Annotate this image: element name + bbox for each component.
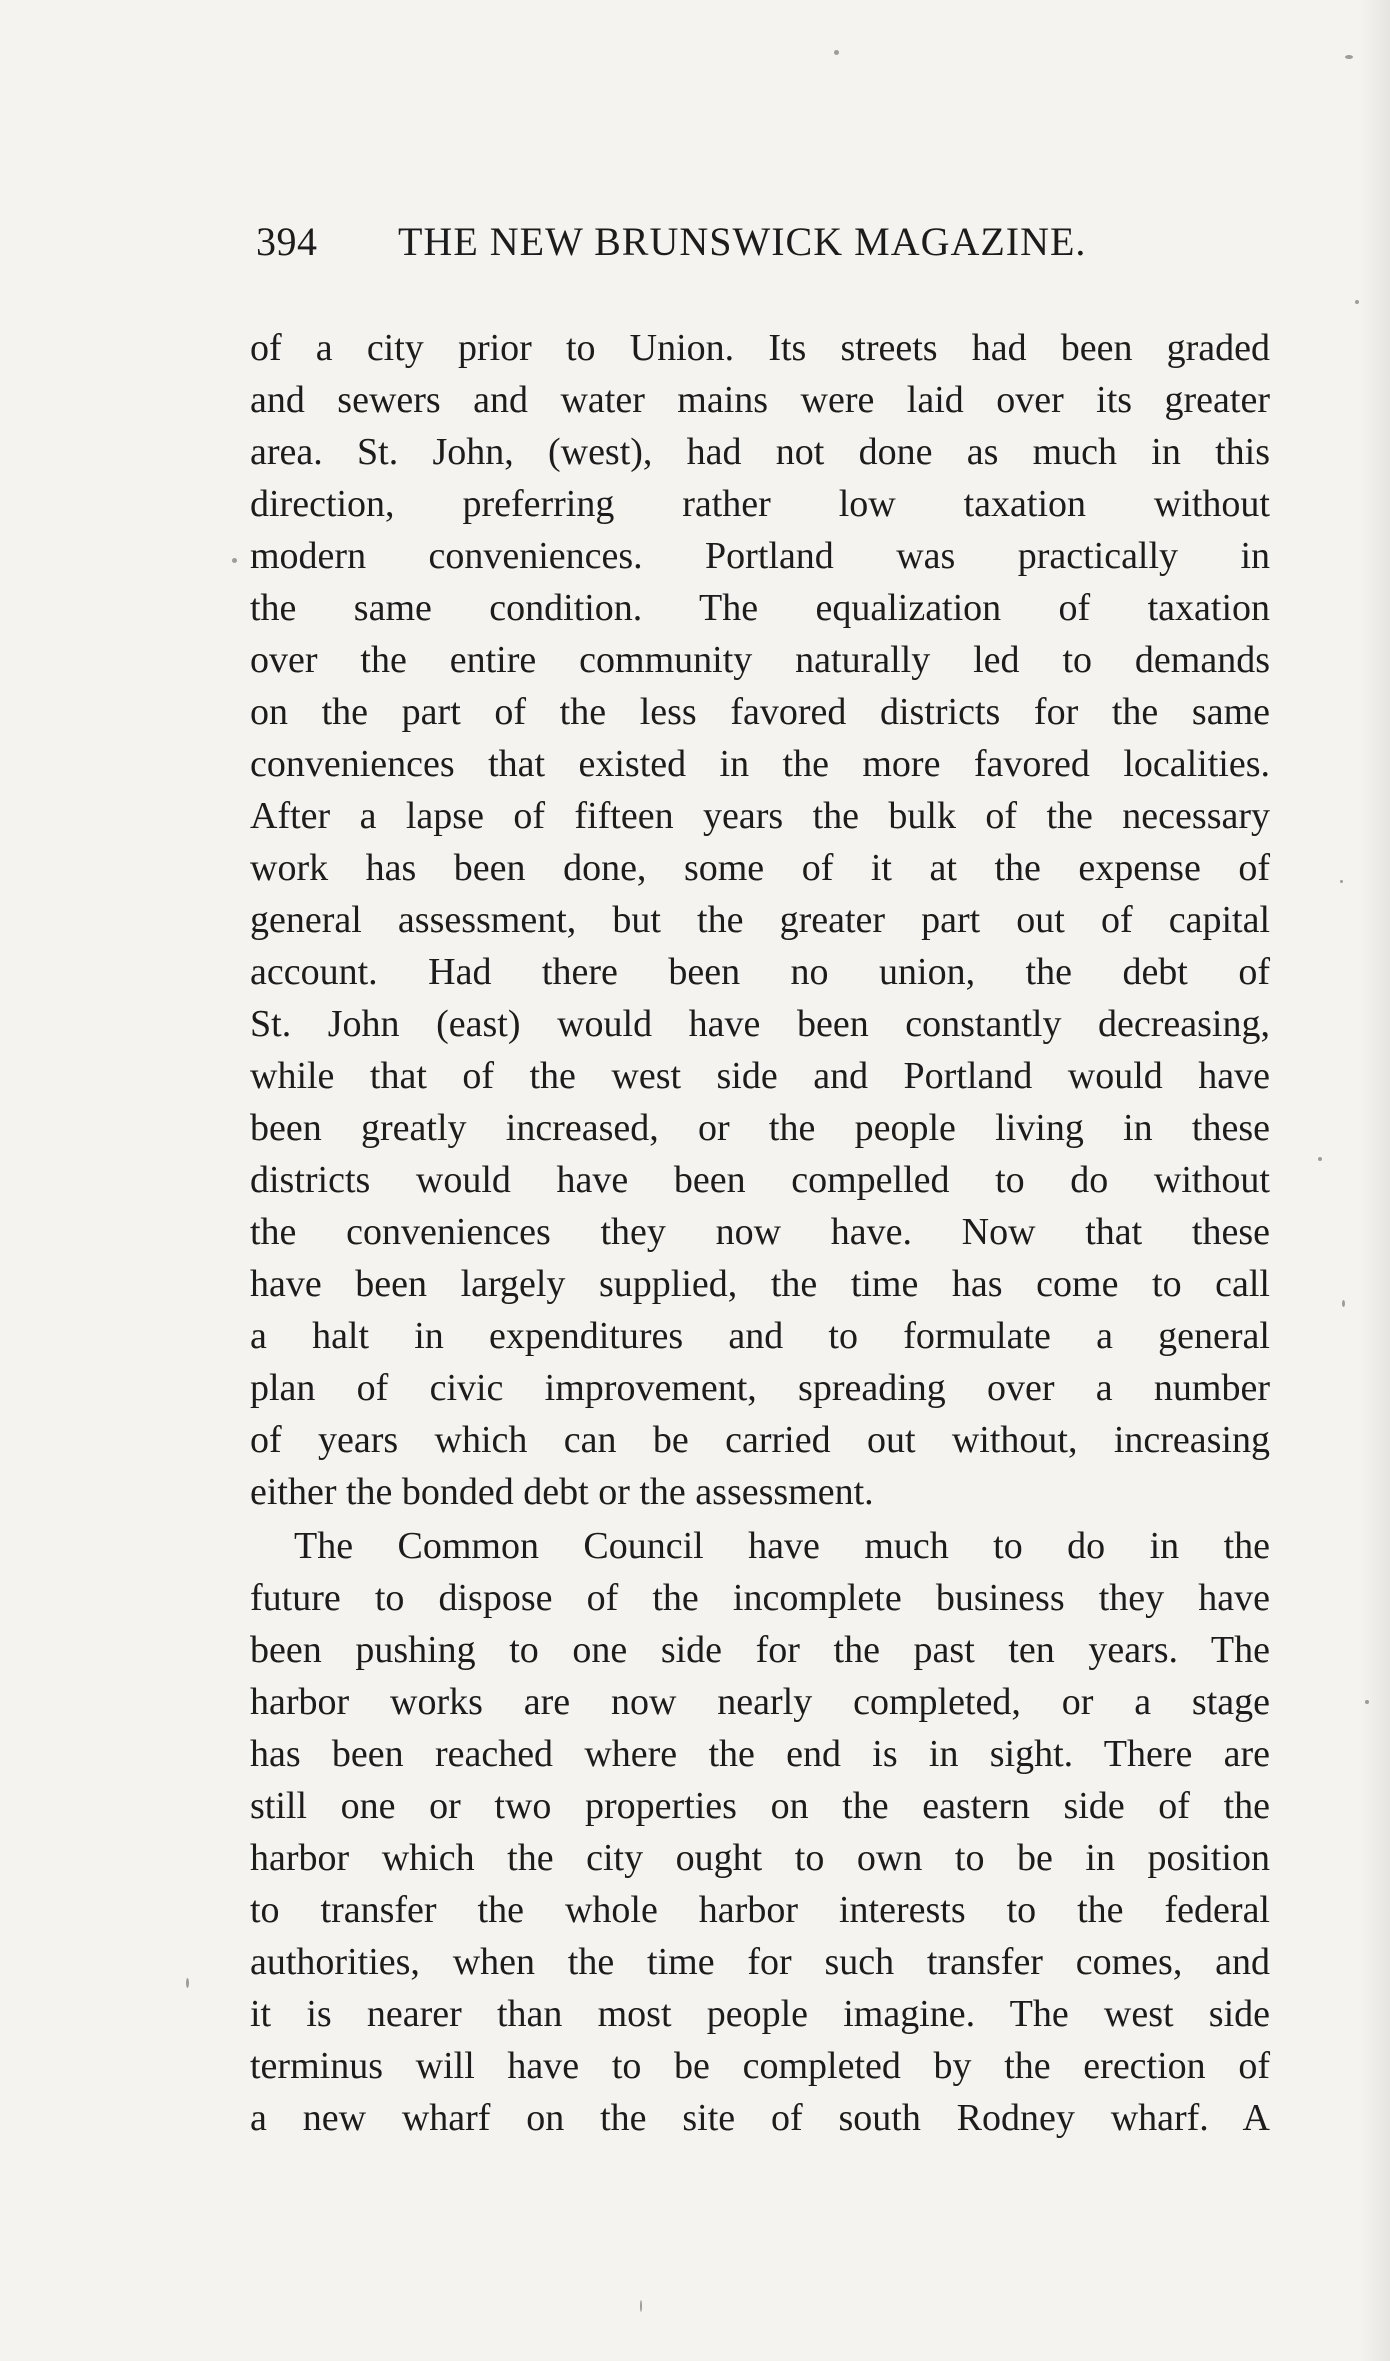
text-line: terminus will have to be completed by the erection of (250, 2045, 1270, 2087)
scan-speck (834, 50, 839, 55)
text-line: general assessment, but the greater part out of capital (250, 899, 1270, 941)
text-line: a new wharf on the site of south Rodney wharf. A (250, 2097, 1270, 2139)
page-edge-shadow (1360, 0, 1390, 2361)
text-line: a halt in expenditures and to formulate a general (250, 1315, 1270, 1357)
text-line: still one or two properties on the eastern side of the (250, 1785, 1270, 1827)
text-line: conveniences that existed in the more favored localities. (250, 743, 1270, 785)
text-line: the same condition. The equalization of taxation (250, 587, 1270, 629)
paragraph (250, 322, 1270, 1518)
text-line: plan of civic improvement, spreading over a number (250, 1367, 1270, 1409)
running-title: THE NEW BRUNSWICK MAGAZINE. (398, 219, 1087, 264)
scan-speck (1340, 880, 1343, 883)
text-line: St. John (east) would have been constantly decreasing, (250, 1003, 1270, 1045)
text-line: and sewers and water mains were laid over its greater (250, 379, 1270, 421)
text-line: future to dispose of the incomplete business they have (250, 1577, 1270, 1619)
text-line: of a city prior to Union. Its streets had been graded (250, 327, 1270, 369)
scan-speck (1355, 300, 1359, 304)
text-line: direction, preferring rather low taxation without (250, 483, 1270, 525)
page-number: 394 (256, 219, 318, 264)
text-line: account. Had there been no union, the debt of (250, 951, 1270, 993)
text-line: either the bonded debt or the assessment. (250, 1471, 874, 1513)
text-line: been pushing to one side for the past ten years. The (250, 1629, 1270, 1671)
text-line: has been reached where the end is in sight. There are (250, 1733, 1270, 1775)
paragraph (250, 1520, 1270, 2144)
text-line: harbor which the city ought to own to be in position (250, 1837, 1270, 1879)
scan-speck (232, 558, 237, 563)
body-text (250, 322, 1270, 2144)
text-line: been greatly increased, or the people living in these (250, 1107, 1270, 1149)
scan-speck (186, 1978, 189, 1988)
text-line: while that of the west side and Portland would have (250, 1055, 1270, 1097)
text-line: authorities, when the time for such transfer comes, and (250, 1941, 1270, 1983)
scan-speck (640, 2300, 642, 2312)
text-line: have been largely supplied, the time has come to call (250, 1263, 1270, 1305)
text-line: over the entire community naturally led to demands (250, 639, 1270, 681)
text-line: districts would have been compelled to do without (250, 1159, 1270, 1201)
text-line: to transfer the whole harbor interests to the federal (250, 1889, 1270, 1931)
page-header (256, 218, 1196, 278)
text-line: work has been done, some of it at the expense of (250, 847, 1270, 889)
text-line: it is nearer than most people imagine. The west side (250, 1993, 1270, 2035)
text-line: area. St. John, (west), had not done as much in this (250, 431, 1270, 473)
text-line: on the part of the less favored districts for the same (250, 691, 1270, 733)
text-line: The Common Council have much to do in the (294, 1525, 1270, 1567)
text-line: the conveniences they now have. Now that these (250, 1211, 1270, 1253)
text-line: harbor works are now nearly completed, or a stage (250, 1681, 1270, 1723)
text-line: of years which can be carried out without, increasing (250, 1419, 1270, 1461)
text-line: modern conveniences. Portland was practically in (250, 535, 1270, 577)
scan-speck (1318, 1157, 1322, 1161)
scan-speck (1345, 55, 1353, 59)
scan-speck (1342, 1300, 1345, 1307)
text-line: After a lapse of fifteen years the bulk of the necessary (250, 795, 1270, 837)
